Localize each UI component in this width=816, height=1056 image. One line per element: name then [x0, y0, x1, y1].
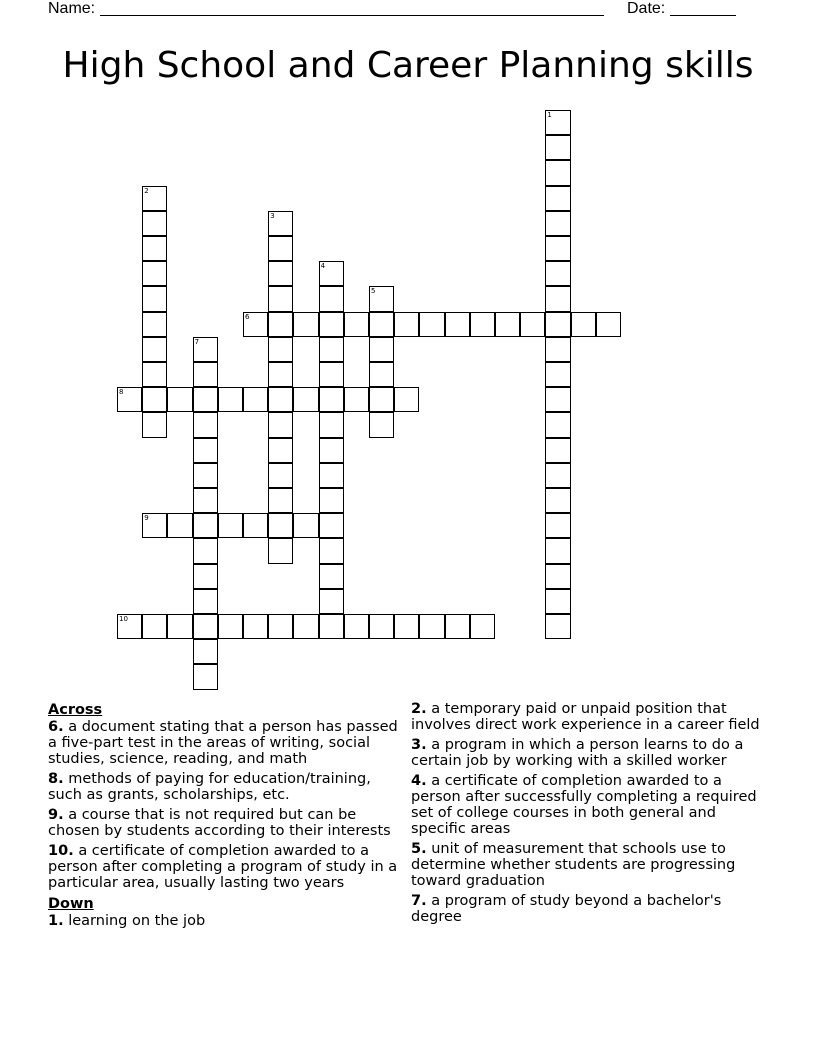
crossword-cell[interactable] — [243, 614, 268, 639]
crossword-cell[interactable] — [193, 614, 218, 639]
crossword-cell[interactable] — [268, 286, 293, 311]
crossword-cell[interactable] — [193, 337, 218, 362]
clue-text: a program in which a person learns to do a certain job by working with a skilled worker — [411, 737, 744, 769]
clue-across-9 — [48, 807, 404, 839]
clue-text: a certificate of completion awarded to a person after successfully completing a required set of college courses in both general and specific areas — [411, 773, 757, 837]
crossword-cell[interactable] — [571, 312, 596, 337]
crossword-cell[interactable] — [545, 438, 570, 463]
crossword-cell[interactable] — [268, 614, 293, 639]
crossword-cell[interactable] — [268, 261, 293, 286]
crossword-cell[interactable] — [495, 312, 520, 337]
clue-number: 1 . — [48, 913, 64, 929]
clue-across-8 — [48, 771, 404, 803]
crossword-cell[interactable] — [545, 236, 570, 261]
crossword-cell[interactable] — [545, 312, 570, 337]
crossword-cell[interactable] — [268, 538, 293, 563]
crossword-cell[interactable] — [193, 438, 218, 463]
crossword-cell[interactable] — [545, 614, 570, 639]
clue-across-6 — [48, 719, 404, 767]
crossword-cell[interactable] — [167, 387, 192, 412]
crossword-cell[interactable] — [193, 538, 218, 563]
crossword-cell[interactable] — [319, 564, 344, 589]
crossword-cell[interactable] — [445, 312, 470, 337]
crossword-cell[interactable] — [268, 337, 293, 362]
crossword-cell[interactable] — [142, 211, 167, 236]
crossword-cell[interactable] — [545, 589, 570, 614]
cell-number: 4 — [320, 262, 326, 271]
crossword-cell[interactable] — [193, 362, 218, 387]
cell-number: 5 — [371, 287, 376, 296]
crossword-cell[interactable] — [167, 614, 192, 639]
crossword-cell[interactable] — [268, 312, 293, 337]
clue-number: 6 . — [48, 719, 64, 735]
crossword-cell[interactable] — [268, 412, 293, 437]
crossword-cell[interactable] — [319, 538, 344, 563]
crossword-cell[interactable] — [293, 312, 318, 337]
crossword-cell[interactable] — [193, 589, 218, 614]
cell-number: 1 — [547, 111, 552, 119]
name-label: Name: — [48, 0, 96, 17]
crossword-cell[interactable] — [293, 513, 318, 538]
clue-down-4 — [411, 773, 773, 837]
crossword-cell[interactable] — [319, 362, 344, 387]
crossword-cell[interactable] — [545, 261, 570, 286]
crossword-cell[interactable] — [142, 236, 167, 261]
crossword-cell[interactable] — [142, 337, 167, 362]
crossword-cell[interactable] — [193, 463, 218, 488]
crossword-cell[interactable] — [142, 312, 167, 337]
crossword-cell[interactable] — [193, 564, 218, 589]
clues-column-right — [411, 701, 773, 929]
crossword-cell[interactable] — [243, 387, 268, 412]
crossword-cell[interactable] — [268, 513, 293, 538]
cell-number: 10 — [119, 615, 128, 623]
clue-number: 7 . — [411, 893, 427, 909]
crossword-cell[interactable] — [520, 312, 545, 337]
date-label: Date: — [627, 0, 666, 17]
crossword-cell[interactable] — [293, 387, 318, 412]
crossword-cell[interactable] — [268, 236, 293, 261]
clue-down-3 — [411, 737, 773, 769]
crossword-cell[interactable] — [142, 261, 167, 286]
crossword-cell[interactable] — [369, 412, 394, 437]
crossword-cell[interactable] — [545, 160, 570, 185]
crossword-cell[interactable] — [319, 337, 344, 362]
crossword-cell[interactable] — [319, 614, 344, 639]
crossword-cell[interactable] — [545, 186, 570, 211]
crossword-cell[interactable] — [218, 387, 243, 412]
clue-text: a certificate of completion awarded to a person after completing a program of study in a particular area, usually lasting two years — [48, 843, 398, 891]
crossword-cell[interactable] — [193, 488, 218, 513]
clue-text: unit of measurement that schools use to determine whether students are progressing toward graduation — [411, 841, 736, 889]
crossword-cell[interactable] — [369, 337, 394, 362]
crossword-cell[interactable] — [369, 312, 394, 337]
crossword-cell[interactable] — [445, 614, 470, 639]
crossword-cell[interactable] — [142, 362, 167, 387]
crossword-cell[interactable] — [319, 412, 344, 437]
crossword-cell[interactable] — [218, 614, 243, 639]
crossword-cell[interactable] — [596, 312, 621, 337]
crossword-cell[interactable] — [545, 387, 570, 412]
crossword-cell[interactable] — [319, 387, 344, 412]
clue-number: 10 . — [48, 843, 74, 859]
cell-number: 6 — [245, 312, 250, 321]
crossword-cell[interactable] — [243, 312, 268, 337]
crossword-cell[interactable] — [142, 513, 167, 538]
cell-number: 8 — [119, 388, 124, 397]
crossword-cell[interactable] — [268, 438, 293, 463]
clues-column-left — [48, 701, 404, 933]
clue-across-10 — [48, 843, 404, 891]
clue-number: 2 . — [411, 701, 427, 717]
crossword-cell[interactable] — [319, 513, 344, 538]
clue-down-1 — [48, 913, 404, 929]
clue-number: 8 . — [48, 771, 64, 787]
crossword-cell[interactable] — [117, 614, 142, 639]
crossword-cell[interactable] — [319, 589, 344, 614]
crossword-cell[interactable] — [319, 261, 344, 286]
crossword-cell[interactable] — [193, 412, 218, 437]
down-heading: Down — [48, 896, 94, 912]
crossword-cell[interactable] — [545, 412, 570, 437]
crossword-cell[interactable] — [142, 286, 167, 311]
cell-number: 7 — [194, 337, 200, 346]
clue-text: a document stating that a person has passed a five-part test in the areas of writing, social studies, science, reading, and math — [48, 719, 398, 767]
crossword-cell[interactable] — [545, 488, 570, 513]
crossword-cell[interactable] — [369, 614, 394, 639]
crossword-cell[interactable] — [545, 463, 570, 488]
crossword-cell[interactable] — [268, 211, 293, 236]
crossword-cell[interactable] — [369, 387, 394, 412]
crossword-cell[interactable] — [545, 110, 570, 135]
crossword-cell[interactable] — [545, 513, 570, 538]
page-title: High School and Career Planning skills — [62, 45, 754, 86]
crossword-cell[interactable] — [545, 286, 570, 311]
crossword-cell[interactable] — [142, 387, 167, 412]
crossword-cell[interactable] — [268, 463, 293, 488]
crossword-cell[interactable] — [268, 362, 293, 387]
across-heading: Across — [48, 702, 103, 718]
cell-number: 2 — [144, 186, 149, 195]
crossword-cell[interactable] — [142, 412, 167, 437]
crossword-cell[interactable] — [344, 614, 369, 639]
clue-down-7 — [411, 893, 773, 925]
clue-text: a program of study beyond a bachelor's degree — [411, 893, 722, 925]
crossword-cell[interactable] — [319, 286, 344, 311]
clue-text: a course that is not required but can be chosen by students according to their interests — [48, 807, 391, 839]
crossword-cell[interactable] — [293, 614, 318, 639]
crossword-cell[interactable] — [218, 513, 243, 538]
crossword-cell[interactable] — [545, 135, 570, 160]
crossword-cell[interactable] — [319, 312, 344, 337]
crossword-cell[interactable] — [167, 513, 192, 538]
crossword-cell[interactable] — [193, 513, 218, 538]
crossword-cell[interactable] — [193, 639, 218, 664]
crossword-cell[interactable] — [319, 438, 344, 463]
cell-number: 3 — [270, 211, 275, 220]
crossword-cell[interactable] — [470, 312, 495, 337]
crossword-cell[interactable] — [193, 387, 218, 412]
crossword-cell[interactable] — [142, 186, 167, 211]
crossword-cell[interactable] — [243, 513, 268, 538]
crossword-cell[interactable] — [117, 387, 142, 412]
crossword-cell[interactable] — [344, 312, 369, 337]
clue-down-5 — [411, 841, 773, 889]
clue-number: 3 . — [411, 737, 427, 753]
crossword-cell[interactable] — [545, 362, 570, 387]
crossword-cell[interactable] — [419, 312, 444, 337]
crossword-cell[interactable] — [394, 312, 419, 337]
crossword-cell[interactable] — [545, 538, 570, 563]
clue-number: 4 . — [411, 773, 427, 789]
crossword-cell[interactable] — [470, 614, 495, 639]
crossword-cell[interactable] — [394, 387, 419, 412]
crossword-cell[interactable] — [545, 337, 570, 362]
crossword-cell[interactable] — [268, 387, 293, 412]
crossword-cell[interactable] — [193, 664, 218, 689]
crossword-cell[interactable] — [369, 286, 394, 311]
crossword-cell[interactable] — [545, 564, 570, 589]
clue-number: 5 . — [411, 841, 427, 857]
clue-text: a temporary paid or unpaid position that involves direct work experience in a career field — [411, 701, 760, 733]
crossword-cell[interactable] — [419, 614, 444, 639]
crossword-cell[interactable] — [344, 387, 369, 412]
crossword-cell[interactable] — [319, 463, 344, 488]
crossword-cell[interactable] — [142, 614, 167, 639]
crossword-cell[interactable] — [394, 614, 419, 639]
crossword-cell[interactable] — [545, 211, 570, 236]
crossword-cell[interactable] — [369, 362, 394, 387]
cell-number: 9 — [144, 514, 149, 523]
clue-text: learning on the job — [68, 913, 206, 929]
clue-number: 9 . — [48, 807, 64, 823]
clue-text: methods of paying for education/training, such as grants, scholarships, etc. — [48, 771, 371, 803]
clue-down-2 — [411, 701, 773, 733]
crossword-cell[interactable] — [268, 488, 293, 513]
crossword-cell[interactable] — [319, 488, 344, 513]
